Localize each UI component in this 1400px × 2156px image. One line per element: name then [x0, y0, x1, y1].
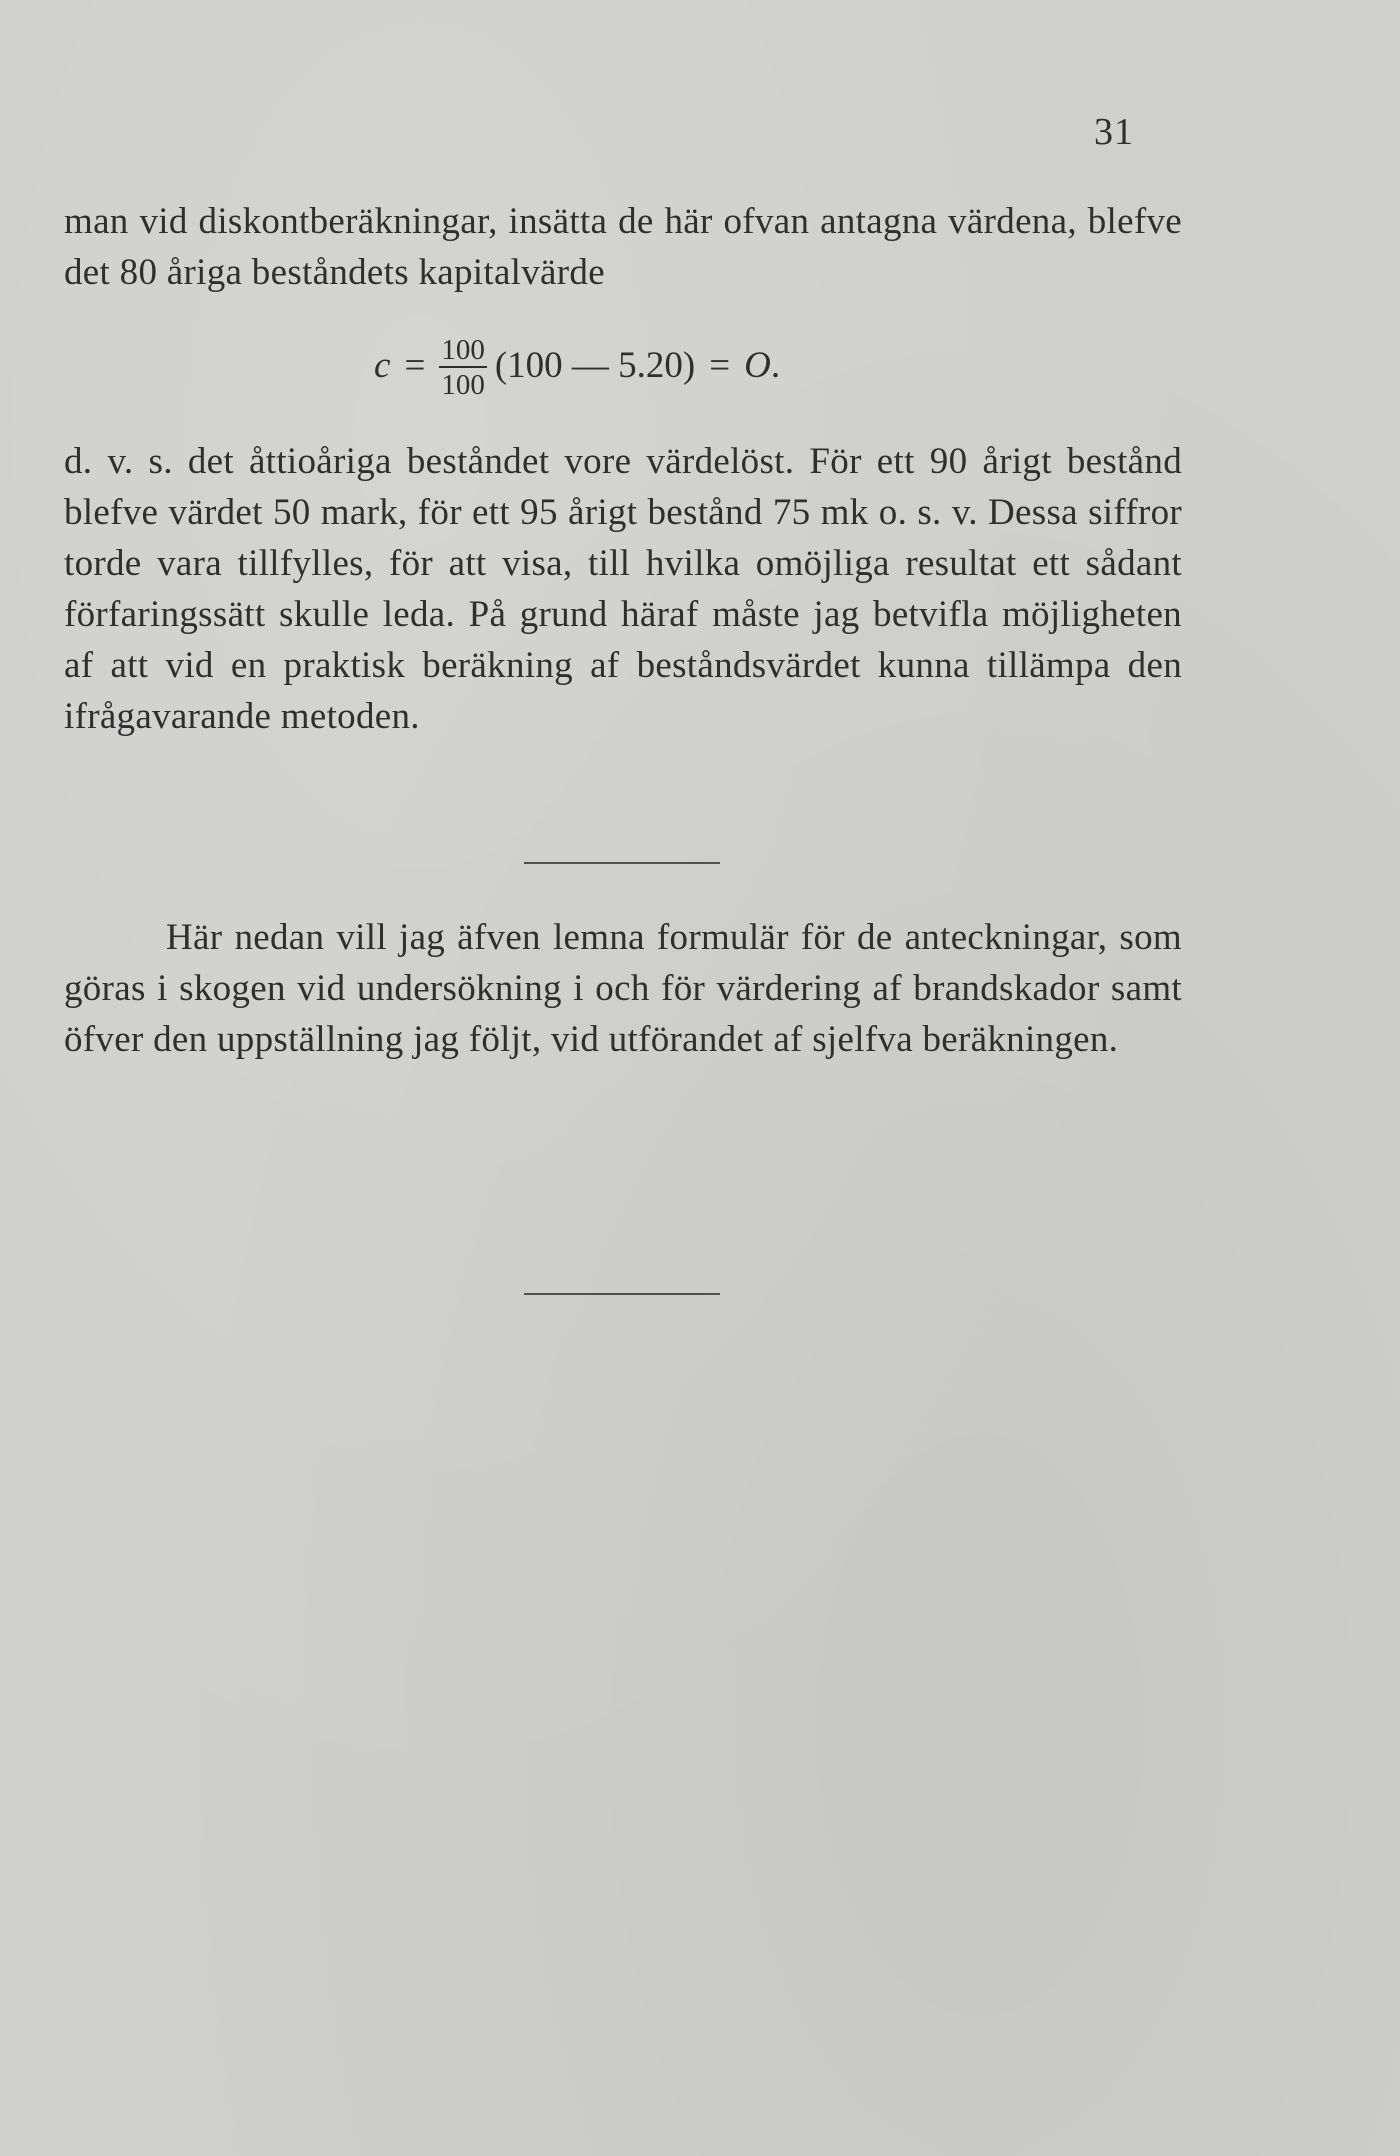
formula-period: . [770, 344, 781, 386]
paragraph-1: man vid diskontberäkningar, insätta de här ofvan antagna värdena, blefve det 80 åriga beståndets kapitalvärde [64, 201, 1182, 293]
formula-bracket: (100 — 5.20) [494, 344, 696, 386]
end-divider [524, 1293, 720, 1295]
formula-fraction [439, 335, 487, 400]
paragraph-2: d. v. s. det åttioåriga beståndet vore värdelöst. För ett 90 årigt bestånd blefve värdet 50 mark, för ett 95 årigt bestånd 75 mk o. s. v. Dessa siffror torde vara tillfylles, för att visa, till hvilka omöjliga resultat ett sådant förfaringssätt skulle leda. På grund häraf måste jag betvifla möjligheten af att vid en praktisk beräkning af beståndsvärdet kunna tillämpa den ifrågavarande metoden. [64, 441, 1182, 737]
fraction-denominator: 100 [441, 368, 485, 401]
page-number: 31 [1094, 111, 1134, 153]
formula-equals-2: = [709, 344, 731, 386]
formula-result: O [744, 344, 771, 386]
formula-variable-c: c [374, 344, 391, 386]
formula [374, 320, 780, 410]
paragraph-3: Här nedan vill jag äfven lemna formulär för de anteckningar, som göras i skogen vid undersökning i och för värdering af brandskador samt öfver den uppställning jag följt, vid utförandet af sjelfva beräkningen. [64, 917, 1182, 1060]
formula-equals: = [404, 344, 426, 386]
fraction-numerator: 100 [441, 333, 485, 366]
section-divider [524, 862, 720, 864]
